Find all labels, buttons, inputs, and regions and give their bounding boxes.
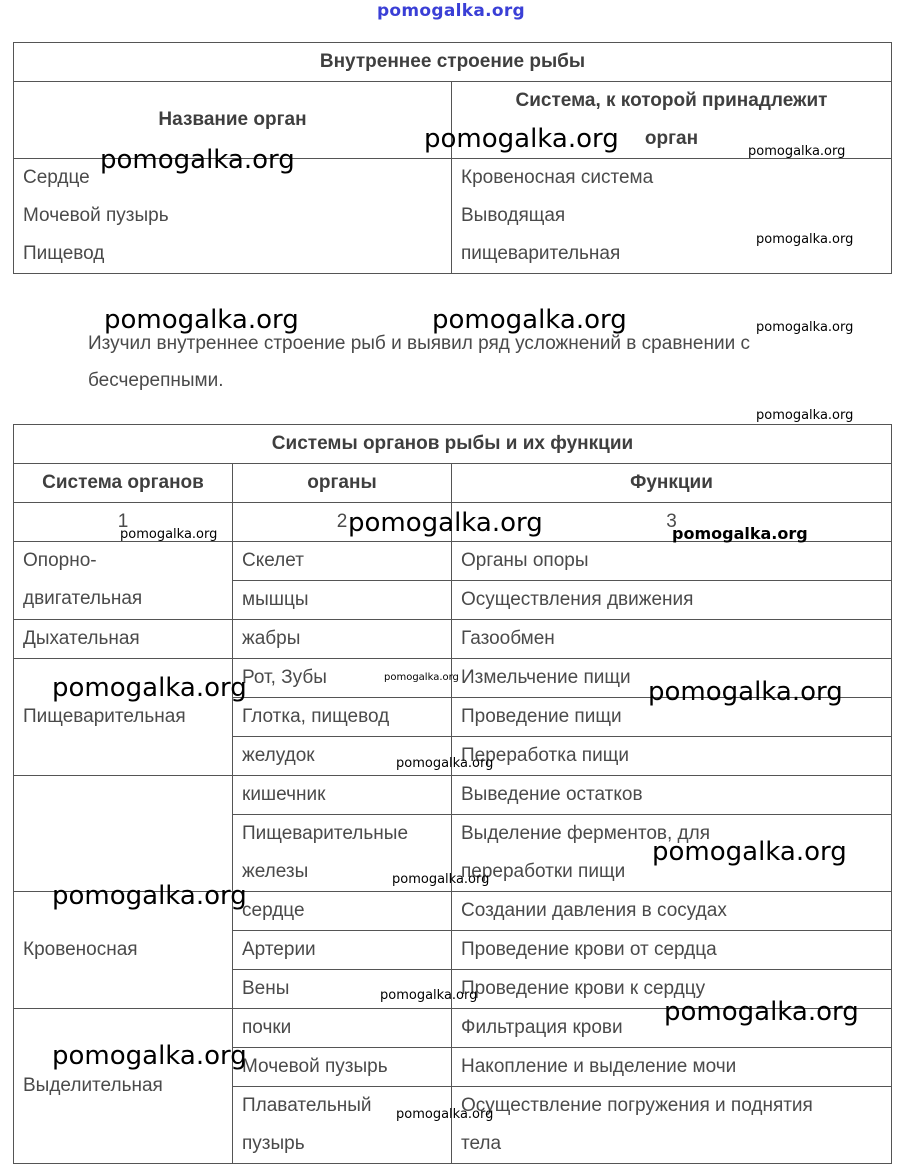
watermark: pomogalka.org [672, 524, 808, 543]
function-cell: Проведение крови к сердцу [452, 970, 892, 1009]
organ-cell: Глотка, пищевод [233, 698, 452, 737]
organ-cell [233, 1087, 452, 1164]
list-item: Мочевой пузырь [23, 205, 169, 226]
table2-title: Системы органов рыбы и их функции [14, 425, 892, 464]
conclusion-paragraph [88, 325, 878, 399]
column-number: 1 [14, 503, 233, 542]
watermark: pomogalka.org [120, 527, 218, 542]
table1-systems-cell [452, 159, 892, 274]
organ-cell: Артерии [233, 931, 452, 970]
watermark: pomogalka.org [384, 672, 459, 683]
organ-cell: кишечник [233, 776, 452, 815]
organ-cell: Скелет [233, 542, 452, 581]
organ-line: Плавательный [242, 1095, 372, 1116]
paragraph-line: Изучил внутреннее строение рыб и выявил ряд усложнений в сравнении с [88, 333, 750, 354]
function-cell: Проведение крови от сердца [452, 931, 892, 970]
list-item: Сердце [23, 167, 90, 188]
system-cell-empty [14, 776, 233, 892]
function-cell: Переработка пищи [452, 737, 892, 776]
organ-line: пузырь [242, 1133, 305, 1154]
function-cell: Органы опоры [452, 542, 892, 581]
function-cell: Проведение пищи [452, 698, 892, 737]
header-watermark: pomogalka.org [376, 1, 526, 21]
organ-cell: Вены [233, 970, 452, 1009]
table2-header-functions: Функции [452, 464, 892, 503]
watermark: pomogalka.org [52, 673, 247, 703]
organ-line: железы [242, 861, 309, 882]
table1-organs-cell [14, 159, 452, 274]
organ-line: Пищеварительные [242, 823, 409, 844]
system-cell: Кровеносная [14, 892, 233, 1009]
table2-header-system: Система органов [14, 464, 233, 503]
watermark: pomogalka.org [52, 1041, 247, 1071]
watermark: pomogalka.org [100, 145, 295, 175]
watermark: pomogalka.org [396, 756, 494, 771]
table-row [14, 542, 892, 581]
watermark: pomogalka.org [756, 408, 854, 423]
function-cell: Создании давления в сосудах [452, 892, 892, 931]
organ-cell: желудок [233, 737, 452, 776]
watermark: pomogalka.org [348, 508, 543, 538]
column-number: 3 [452, 503, 892, 542]
paragraph-line: бесчерепными. [88, 370, 224, 391]
system-cell: Дыхательная [14, 620, 233, 659]
watermark: pomogalka.org [652, 837, 847, 867]
organ-cell: мышцы [233, 581, 452, 620]
table2-header-organs: органы [233, 464, 452, 503]
list-item: Выводящая [461, 205, 566, 226]
function-line: Осуществление погружения и поднятия [461, 1095, 813, 1116]
function-cell: Осуществления движения [452, 581, 892, 620]
watermark: pomogalka.org [380, 988, 478, 1003]
function-cell: Выведение остатков [452, 776, 892, 815]
watermark: pomogalka.org [748, 144, 846, 159]
watermark: pomogalka.org [432, 305, 627, 335]
function-cell: Газообмен [452, 620, 892, 659]
function-cell: Накопление и выделение мочи [452, 1048, 892, 1087]
function-line: тела [461, 1133, 502, 1154]
watermark: pomogalka.org [648, 677, 843, 707]
watermark: pomogalka.org [396, 1107, 494, 1122]
organ-cell: почки [233, 1009, 452, 1048]
table-row [14, 776, 892, 815]
function-cell: Измельчение пищи [452, 659, 892, 698]
organ-cell: сердце [233, 892, 452, 931]
watermark: pomogalka.org [756, 320, 854, 335]
list-item: Пищевод [23, 243, 105, 264]
column-number: 2 [233, 503, 452, 542]
watermark: pomogalka.org [664, 997, 859, 1027]
function-cell: Фильтрация крови [452, 1009, 892, 1048]
watermark: pomogalka.org [104, 305, 299, 335]
table1-col2-header-line2: орган [644, 128, 699, 149]
table1-title: Внутреннее строение рыбы [14, 43, 892, 82]
watermark: pomogalka.org [392, 872, 490, 887]
watermark: pomogalka.org [52, 881, 247, 911]
system-label: двигательная [23, 588, 143, 609]
watermark: pomogalka.org [756, 232, 854, 247]
system-cell: Пищеварительная [14, 659, 233, 776]
list-item: Кровеносная система [461, 167, 654, 188]
function-line: переработки пищи [461, 861, 626, 882]
organ-cell: жабры [233, 620, 452, 659]
organ-cell: Рот, Зубы [233, 659, 452, 698]
function-line: Выделение ферментов, для [461, 823, 711, 844]
table-row [14, 620, 892, 659]
organ-cell: Мочевой пузырь [233, 1048, 452, 1087]
table1-col2-header-line1: Система, к которой принадлежит [515, 90, 828, 111]
system-cell [14, 542, 233, 620]
watermark: pomogalka.org [424, 124, 619, 154]
function-cell [452, 1087, 892, 1164]
table1-col1-header: Название орган [14, 82, 452, 159]
list-item: пищеварительная [461, 243, 621, 264]
system-cell: Выделительная [14, 1009, 233, 1164]
system-label: Опорно- [23, 550, 97, 571]
